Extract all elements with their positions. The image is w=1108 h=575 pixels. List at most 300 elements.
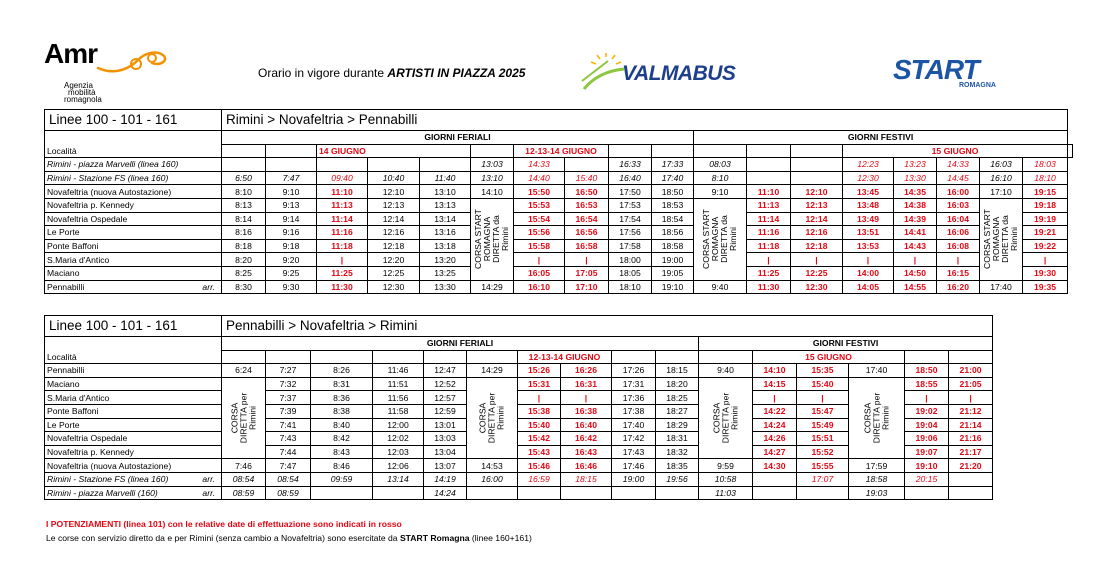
time-cell: 16:05: [514, 266, 565, 280]
time-cell: 8:10: [222, 185, 266, 199]
time-cell: 17:58: [609, 239, 652, 253]
arrival-label: arr.: [202, 281, 215, 292]
stop-name-text: S.Maria d'Antico: [47, 392, 110, 403]
time-cell: 15:43: [518, 445, 561, 459]
time-cell: 18:00: [609, 253, 652, 267]
time-cell: 9:10: [694, 185, 747, 199]
time-cell: 14:33: [514, 158, 565, 172]
time-cell: 12:59: [424, 404, 467, 418]
orario-heading: [258, 66, 525, 80]
time-cell: 14:33: [937, 158, 980, 172]
stop-name: [45, 171, 222, 185]
time-cell: 18:50: [905, 364, 949, 378]
time-cell: 13:45: [843, 185, 894, 199]
time-cell: 16:42: [561, 432, 612, 446]
time-cell: 13:14: [420, 212, 471, 226]
time-cell: 11:16: [747, 226, 791, 240]
time-cell: 12:10: [791, 185, 843, 199]
arrival-label: arr.: [202, 487, 215, 498]
blank-cell: [905, 350, 949, 364]
stop-name-text: Ponte Baffoni: [47, 406, 99, 417]
time-cell: 17:07: [797, 472, 849, 486]
time-cell: 8:16: [222, 226, 266, 240]
time-cell: 18:20: [656, 377, 699, 391]
time-cell: |: [565, 253, 609, 267]
time-cell: 17:40: [980, 280, 1023, 294]
time-cell: [797, 486, 849, 500]
blank-cell: [45, 337, 222, 351]
amr-logo-subtitle: [64, 82, 102, 103]
table-row: [45, 486, 993, 500]
time-cell: 12:13: [791, 198, 843, 212]
table-row: [45, 226, 1073, 240]
time-cell: 6:50: [222, 171, 266, 185]
time-cell: 8:38: [311, 404, 373, 418]
time-cell: 14:22: [753, 404, 797, 418]
time-cell: 17:31: [612, 377, 656, 391]
time-cell: 17:50: [609, 185, 652, 199]
stop-name: [45, 472, 222, 486]
time-cell: 13:51: [843, 226, 894, 240]
stop-name: [45, 185, 222, 199]
time-cell: 11:18: [317, 239, 368, 253]
stop-name-text: Pennabilli: [47, 365, 85, 376]
time-cell: [612, 486, 656, 500]
time-cell: 13:03: [471, 158, 514, 172]
lines-label: Linee 100 - 101 - 161: [45, 316, 222, 337]
stop-name-text: Rimini - piazza Marvelli (160): [47, 487, 158, 498]
time-cell: |: [518, 391, 561, 405]
table-row: [45, 377, 993, 391]
time-cell: 21:16: [949, 432, 993, 446]
time-cell: |: [561, 391, 612, 405]
time-cell: 15:55: [797, 459, 849, 473]
blank-cell: [1068, 144, 1073, 158]
time-cell: 15:51: [797, 432, 849, 446]
corsa-diretta-text: CORSA START ROMAGNA DIRETTA da Rimini: [701, 209, 738, 270]
time-cell: 11:14: [747, 212, 791, 226]
time-cell: 16:31: [561, 377, 612, 391]
stop-name: [45, 364, 222, 378]
time-cell: 12:23: [843, 158, 894, 172]
time-cell: [949, 472, 993, 486]
stop-name-text: Maciano: [47, 379, 80, 390]
time-cell: 9:16: [266, 226, 317, 240]
time-cell: |: [514, 253, 565, 267]
time-cell: 11:10: [317, 185, 368, 199]
time-cell: 15:49: [797, 418, 849, 432]
time-cell: 14:24: [753, 418, 797, 432]
time-cell: |: [317, 253, 368, 267]
time-cell: 14:45: [937, 171, 980, 185]
corsa-diretta-text: CORSA DIRETTA per Rimini: [229, 392, 257, 444]
blank-cell: [791, 144, 843, 158]
time-cell: 08:03: [694, 158, 747, 172]
time-cell: 9:59: [699, 459, 753, 473]
time-cell: 19:00: [612, 472, 656, 486]
stop-name: [45, 239, 222, 253]
festivi-label: GIORNI FESTIVI: [699, 337, 993, 351]
time-cell: 14:29: [467, 364, 518, 378]
stop-name-text: Le Porte: [47, 227, 80, 238]
orario-event: ARTISTI IN PIAZZA 2025: [387, 66, 526, 80]
corsa-diretta-note: [849, 377, 905, 459]
stop-name: [45, 486, 222, 500]
time-cell: [949, 486, 993, 500]
amr-swirl-icon: [96, 46, 168, 76]
time-cell: 7:32: [266, 377, 311, 391]
time-cell: |: [894, 253, 937, 267]
time-cell: 19:10: [905, 459, 949, 473]
time-cell: 18:56: [652, 226, 694, 240]
time-cell: 17:26: [612, 364, 656, 378]
time-cell: 20:15: [905, 472, 949, 486]
table-row: [45, 472, 993, 486]
time-cell: 15:31: [518, 377, 561, 391]
time-cell: 17:43: [612, 445, 656, 459]
blank-cell: [424, 350, 467, 364]
stop-name: [45, 198, 222, 212]
table-row: [45, 459, 993, 473]
time-cell: 12:25: [368, 266, 420, 280]
lines-label: Linee 100 - 101 - 161: [45, 110, 222, 131]
time-cell: 17:54: [609, 212, 652, 226]
stop-name: [45, 280, 222, 294]
time-cell: 14:10: [471, 185, 514, 199]
amr-sub-1: Agenzia: [64, 81, 93, 90]
time-cell: 14:10: [753, 364, 797, 378]
stop-name-text: Rimini - Stazione FS (linea 160): [47, 173, 169, 184]
time-cell: 13:20: [420, 253, 471, 267]
time-cell: 13:03: [424, 432, 467, 446]
time-cell: 10:40: [368, 171, 420, 185]
blank-cell: [652, 144, 694, 158]
time-cell: 09:40: [317, 171, 368, 185]
time-cell: 16:20: [937, 280, 980, 294]
time-cell: 18:25: [656, 391, 699, 405]
time-cell: 11:30: [317, 280, 368, 294]
time-cell: 11:16: [317, 226, 368, 240]
time-cell: 15:54: [514, 212, 565, 226]
amr-logo-word: Amr: [44, 38, 98, 69]
time-cell: 17:53: [609, 198, 652, 212]
time-cell: 8:26: [311, 364, 373, 378]
time-cell: 14:19: [424, 472, 467, 486]
time-cell: 11:46: [373, 364, 424, 378]
time-cell: [753, 472, 797, 486]
time-cell: 7:46: [222, 459, 266, 473]
time-cell: 8:18: [222, 239, 266, 253]
time-cell: 8:13: [222, 198, 266, 212]
time-cell: 9:25: [266, 266, 317, 280]
time-cell: 11:25: [747, 266, 791, 280]
time-cell: 15:58: [514, 239, 565, 253]
time-cell: 14:29: [471, 280, 514, 294]
time-cell: 12:16: [368, 226, 420, 240]
time-cell: |: [791, 253, 843, 267]
time-cell: 7:43: [266, 432, 311, 446]
time-cell: 21:17: [949, 445, 993, 459]
time-cell: 19:18: [1023, 198, 1068, 212]
stop-name: [45, 253, 222, 267]
amr-logo: [44, 38, 169, 108]
time-cell: 18:35: [656, 459, 699, 473]
time-cell: 16:00: [937, 185, 980, 199]
time-cell: 14:05: [843, 280, 894, 294]
time-cell: 19:04: [905, 418, 949, 432]
time-cell: 13:25: [420, 266, 471, 280]
time-cell: 7:44: [266, 445, 311, 459]
time-cell: 18:10: [609, 280, 652, 294]
time-cell: [467, 486, 518, 500]
time-cell: 12:20: [368, 253, 420, 267]
blank-cell: [373, 350, 424, 364]
time-cell: 8:46: [311, 459, 373, 473]
time-cell: 9:40: [699, 364, 753, 378]
blank-cell: [699, 350, 753, 364]
time-cell: 9:13: [266, 198, 317, 212]
time-cell: 16:26: [561, 364, 612, 378]
corsa-diretta-note: [222, 377, 266, 459]
time-cell: [222, 158, 266, 172]
time-cell: 14:30: [753, 459, 797, 473]
start-logo-word: START: [893, 54, 979, 85]
time-cell: 17:40: [849, 364, 905, 378]
time-cell: 15:47: [797, 404, 849, 418]
stop-name-text: S.Maria d'Antico: [47, 254, 110, 265]
time-cell: 13:53: [843, 239, 894, 253]
time-cell: [905, 486, 949, 500]
time-cell: 14:00: [843, 266, 894, 280]
time-cell: 14:55: [894, 280, 937, 294]
time-cell: 11:10: [747, 185, 791, 199]
start-romagna-logo: [893, 54, 1023, 94]
time-cell: 12:18: [791, 239, 843, 253]
footer-note-potenziamenti: I POTENZIAMENTI (linea 101) con le relative date di effettuazione sono indicati in rosso: [46, 519, 402, 529]
stop-name: [45, 212, 222, 226]
time-cell: |: [937, 253, 980, 267]
time-cell: 6:24: [222, 364, 266, 378]
time-cell: 8:14: [222, 212, 266, 226]
time-cell: 13:48: [843, 198, 894, 212]
time-cell: 08:54: [222, 472, 266, 486]
time-cell: 13:10: [420, 185, 471, 199]
time-cell: 14:27: [753, 445, 797, 459]
amr-sub-2: mobilità: [68, 88, 96, 97]
stop-name: [45, 432, 222, 446]
time-cell: [747, 158, 791, 172]
time-cell: [317, 158, 368, 172]
table-row: [45, 171, 1073, 185]
time-cell: 17:38: [612, 404, 656, 418]
time-cell: 11:14: [317, 212, 368, 226]
time-cell: 21:20: [949, 459, 993, 473]
time-cell: 11:03: [699, 486, 753, 500]
stop-name: [45, 418, 222, 432]
time-cell: 16:40: [561, 418, 612, 432]
time-cell: 19:56: [656, 472, 699, 486]
time-cell: 7:47: [266, 171, 317, 185]
time-cell: 12:47: [424, 364, 467, 378]
time-cell: 14:38: [894, 198, 937, 212]
time-cell: 16:08: [937, 239, 980, 253]
time-cell: 15:38: [518, 404, 561, 418]
corsa-diretta-text: CORSA START ROMAGNA DIRETTA da Rimini: [473, 209, 510, 270]
corsa-diretta-text: CORSA DIRETTA per Rimini: [862, 392, 890, 444]
time-cell: 12:57: [424, 391, 467, 405]
time-cell: 12:52: [424, 377, 467, 391]
time-cell: 15:50: [514, 185, 565, 199]
time-cell: [420, 158, 471, 172]
time-cell: 18:27: [656, 404, 699, 418]
time-cell: 18:29: [656, 418, 699, 432]
time-cell: 15:35: [797, 364, 849, 378]
time-cell: 12:18: [368, 239, 420, 253]
stop-name-text: Novafeltria p. Kennedy: [47, 447, 134, 458]
time-cell: 8:31: [311, 377, 373, 391]
time-cell: 16:46: [561, 459, 612, 473]
time-cell: 17:40: [652, 171, 694, 185]
time-cell: 16:10: [514, 280, 565, 294]
time-cell: 7:47: [266, 459, 311, 473]
blank-cell: [222, 144, 266, 158]
time-cell: 19:07: [905, 445, 949, 459]
time-cell: 19:15: [1023, 185, 1068, 199]
date-label-15-giugno: 15 GIUGNO: [843, 144, 1068, 158]
table-row: [45, 158, 1073, 172]
blank-cell: [311, 350, 373, 364]
time-cell: [518, 486, 561, 500]
time-cell: 19:30: [1023, 266, 1068, 280]
time-cell: 19:06: [905, 432, 949, 446]
time-cell: 18:05: [609, 266, 652, 280]
time-cell: 16:15: [937, 266, 980, 280]
time-cell: 21:14: [949, 418, 993, 432]
time-cell: |: [905, 391, 949, 405]
footer-note-start: [46, 533, 532, 543]
time-cell: 7:39: [266, 404, 311, 418]
time-cell: 18:58: [652, 239, 694, 253]
time-cell: 12:06: [373, 459, 424, 473]
time-cell: 13:49: [843, 212, 894, 226]
time-cell: 11:51: [373, 377, 424, 391]
time-cell: 16:38: [561, 404, 612, 418]
time-cell: 11:13: [747, 198, 791, 212]
time-cell: [311, 486, 373, 500]
stop-name: [45, 459, 222, 473]
time-cell: 8:20: [222, 253, 266, 267]
stop-name-text: Novafeltria (nuova Autostazione): [47, 186, 172, 197]
time-cell: 12:00: [373, 418, 424, 432]
group-row: [45, 131, 1073, 145]
time-cell: 17:05: [565, 266, 609, 280]
stop-name-text: Rimini - Stazione FS (linea 160): [47, 474, 169, 485]
start-logo-sub: ROMAGNA: [959, 82, 996, 89]
time-cell: 14:35: [894, 185, 937, 199]
header-row: [45, 316, 993, 337]
time-cell: 17:59: [849, 459, 905, 473]
time-cell: 13:04: [424, 445, 467, 459]
blank-cell: [609, 144, 652, 158]
time-cell: 18:54: [652, 212, 694, 226]
time-cell: 16:03: [937, 198, 980, 212]
stop-name: [45, 445, 222, 459]
time-cell: 15:40: [565, 171, 609, 185]
corsa-diretta-text: CORSA START ROMAGNA DIRETTA da Rimini: [982, 209, 1019, 270]
time-cell: 8:40: [311, 418, 373, 432]
time-cell: 9:30: [266, 280, 317, 294]
time-cell: 19:02: [905, 404, 949, 418]
time-cell: [753, 486, 797, 500]
blank-cell: [747, 144, 791, 158]
time-cell: 19:19: [1023, 212, 1068, 226]
stop-name-text: Novafeltria Ospedale: [47, 213, 128, 224]
time-cell: 16:00: [467, 472, 518, 486]
blank-cell: [266, 350, 311, 364]
orario-prefix: Orario in vigore durante: [258, 66, 388, 80]
time-cell: 13:14: [373, 472, 424, 486]
time-cell: 16:56: [565, 226, 609, 240]
timetable-return: [44, 315, 993, 500]
time-cell: 7:41: [266, 418, 311, 432]
time-cell: 18:55: [905, 377, 949, 391]
time-cell: 11:18: [747, 239, 791, 253]
time-cell: 08:59: [266, 486, 311, 500]
date-label-12-14-giugno: 12-13-14 GIUGNO: [514, 144, 609, 158]
time-cell: 19:05: [652, 266, 694, 280]
footer-note-text-c: (linee 160+161): [469, 533, 532, 543]
stop-name: [45, 226, 222, 240]
time-cell: 18:03: [1023, 158, 1068, 172]
time-cell: 14:41: [894, 226, 937, 240]
time-cell: 16:54: [565, 212, 609, 226]
time-cell: 15:46: [518, 459, 561, 473]
valmabus-logo: [578, 53, 768, 93]
time-cell: 11:13: [317, 198, 368, 212]
table-row: [45, 185, 1073, 199]
corsa-diretta-note: [699, 377, 753, 459]
table-row: [45, 364, 993, 378]
time-cell: 14:53: [467, 459, 518, 473]
group-row: [45, 337, 993, 351]
time-cell: 13:23: [894, 158, 937, 172]
valmabus-word: VALMABUS: [622, 62, 736, 85]
stop-name: [45, 158, 222, 172]
blank-cell: [471, 144, 514, 158]
corsa-diretta-text: CORSA DIRETTA per Rimini: [477, 392, 506, 444]
time-cell: 17:33: [652, 158, 694, 172]
time-cell: 13:30: [420, 280, 471, 294]
time-cell: 10:58: [699, 472, 753, 486]
time-cell: 8:43: [311, 445, 373, 459]
time-cell: 12:16: [791, 226, 843, 240]
stop-name: [45, 391, 222, 405]
time-cell: 9:14: [266, 212, 317, 226]
time-cell: 14:26: [753, 432, 797, 446]
stop-name-text: Le Porte: [47, 419, 80, 430]
festivi-label: GIORNI FESTIVI: [694, 131, 1068, 145]
time-cell: 09:59: [311, 472, 373, 486]
time-cell: |: [747, 253, 791, 267]
time-cell: 13:18: [420, 239, 471, 253]
time-cell: 16:06: [937, 226, 980, 240]
table-row: [45, 198, 1073, 212]
time-cell: 19:00: [652, 253, 694, 267]
arrival-label: arr.: [202, 474, 215, 485]
time-cell: 14:24: [424, 486, 467, 500]
time-cell: 9:18: [266, 239, 317, 253]
dates-row: [45, 144, 1073, 158]
